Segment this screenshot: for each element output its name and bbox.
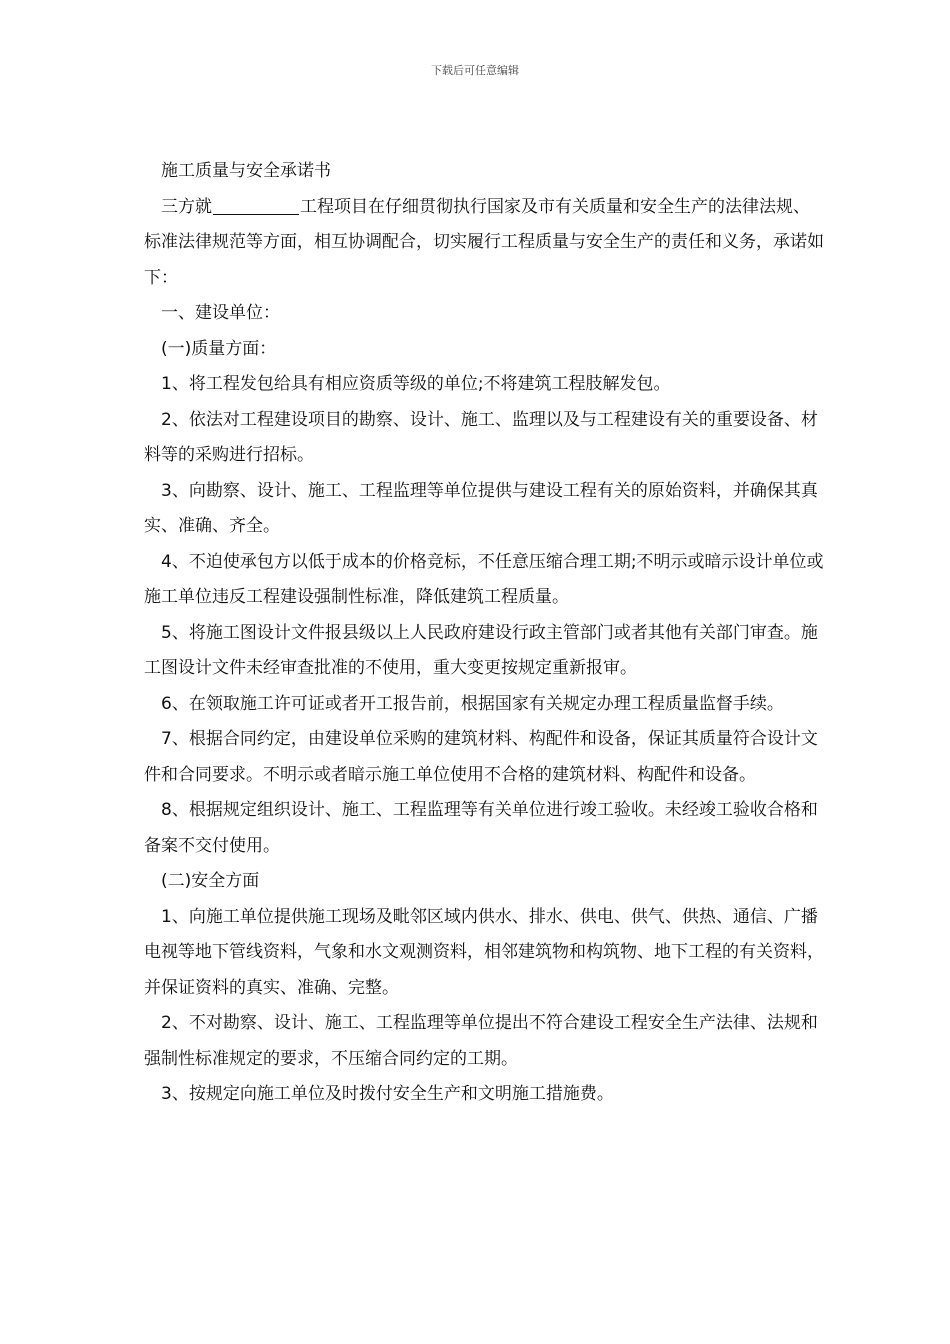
quality-item: 7、根据合同约定，由建设单位采购的建筑材料、构配件和设备，保证其质量符合设计文件和合同要求。不明示或者暗示施工单位使用不合格的建筑材料、构配件和设备。 <box>144 729 818 785</box>
safety-item: 3、按规定向施工单位及时拨付安全生产和文明施工措施费。 <box>161 1084 614 1104</box>
quality-item: 5、将施工图设计文件报县级以上人民政府建设行政主管部门或者其他有关部门审查。施工图设计文件未经审查批准的不使用，重大变更按规定重新报审。 <box>144 622 818 678</box>
quality-item: 8、根据规定组织设计、施工、工程监理等有关单位进行竣工验收。未经竣工验收合格和备案不交付使用。 <box>144 800 818 856</box>
document-title: 施工质量与安全承诺书 <box>161 161 331 181</box>
quality-item: 2、依法对工程建设项目的勘察、设计、施工、监理以及与工程建设有关的重要设备、材料等的采购进行招标。 <box>144 409 818 465</box>
intro-rest: 工程项目在仔细贯彻执行国家及市有关质量和安全生产的法律法规、标准法律规范等方面，相互协调配合，切实履行工程质量与安全生产的责任和义务，承诺如下： <box>144 196 824 288</box>
intro-lead: 三方就 <box>161 196 212 217</box>
subsection-heading-safety: (二)安全方面 <box>161 871 260 891</box>
section-heading-construction-unit: 一、建设单位： <box>161 303 280 323</box>
document-body <box>144 154 824 1113</box>
project-name-blank <box>213 196 299 215</box>
page-header-note: 下载后可任意编辑 <box>431 64 519 77</box>
intro-paragraph <box>144 190 824 297</box>
quality-item: 1、将工程发包给具有相应资质等级的单位;不将建筑工程肢解发包。 <box>161 374 671 394</box>
quality-item: 4、不迫使承包方以低于成本的价格竞标，不任意压缩合理工期;不明示或暗示设计单位或施工单位违反工程建设强制性标准，降低建筑工程质量。 <box>144 551 824 607</box>
subsection-heading-quality: (一)质量方面： <box>161 338 277 359</box>
quality-item: 3、向勘察、设计、施工、工程监理等单位提供与建设工程有关的原始资料，并确保其真实、准确、齐全。 <box>144 480 818 536</box>
safety-item: 1、向施工单位提供施工现场及毗邻区域内供水、排水、供电、供气、供热、通信、广播电视等地下管线资料，气象和水文观测资料，相邻建筑物和构筑物、地下工程的有关资料，并保证资料的真实、准确、完整。 <box>144 906 824 998</box>
quality-item: 6、在领取施工许可证或者开工报告前，根据国家有关规定办理工程质量监督手续。 <box>161 693 784 714</box>
safety-item: 2、不对勘察、设计、施工、工程监理等单位提出不符合建设工程安全生产法律、法规和强制性标准规定的要求，不压缩合同约定的工期。 <box>144 1013 818 1069</box>
